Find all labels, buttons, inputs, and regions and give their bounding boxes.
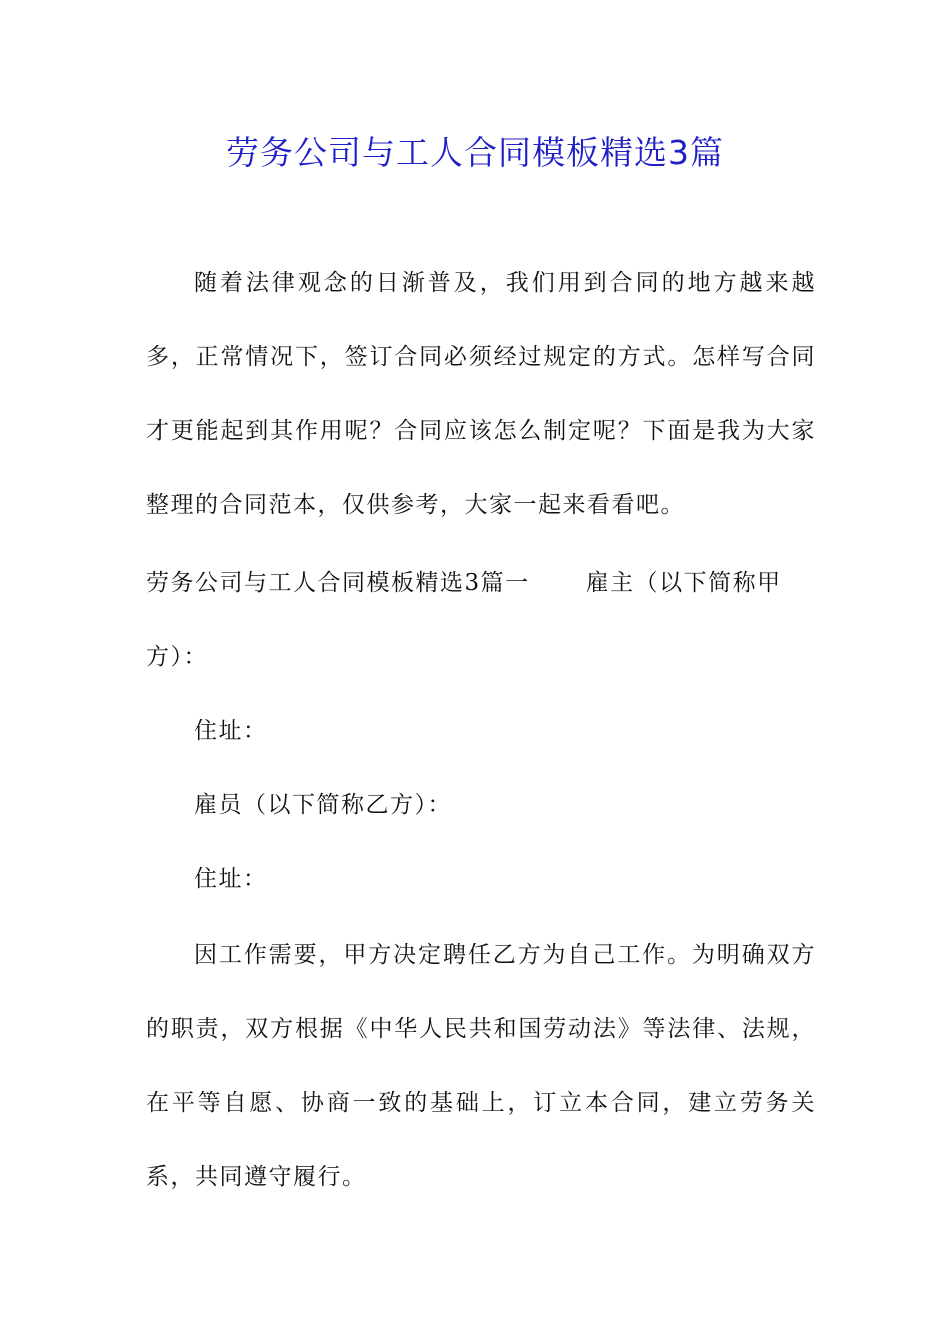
document-title: 劳务公司与工人合同模板精选3篇 — [226, 133, 724, 172]
employer-label-start: 雇主（以下简称甲 — [585, 570, 782, 596]
employer-address: 住址： — [194, 718, 268, 744]
section-heading: 劳务公司与工人合同模板精选3篇一 — [146, 570, 530, 596]
employee-label: 雇员（以下简称乙方）： — [194, 792, 452, 818]
clause-paragraph: 因工作需要，甲方决定聘任乙方为自己工作。为明确双方的职责，双方根据《中华人民共和国劳动法》等法律、法规，在平等自愿、协商一致的基础上，订立本合同，建立劳务关系，共同遵守履行。 — [146, 942, 816, 1190]
employer-label-end: 方）： — [146, 644, 208, 670]
employee-address: 住址： — [194, 866, 268, 892]
section-heading-line — [146, 546, 816, 620]
intro-paragraph: 随着法律观念的日渐普及，我们用到合同的地方越来越多，正常情况下，签订合同必须经过规定的方式。怎样写合同才更能起到其作用呢？合同应该怎么制定呢？下面是我为大家整理的合同范本，仅供参考，大家一起来看看吧。 — [146, 270, 816, 518]
